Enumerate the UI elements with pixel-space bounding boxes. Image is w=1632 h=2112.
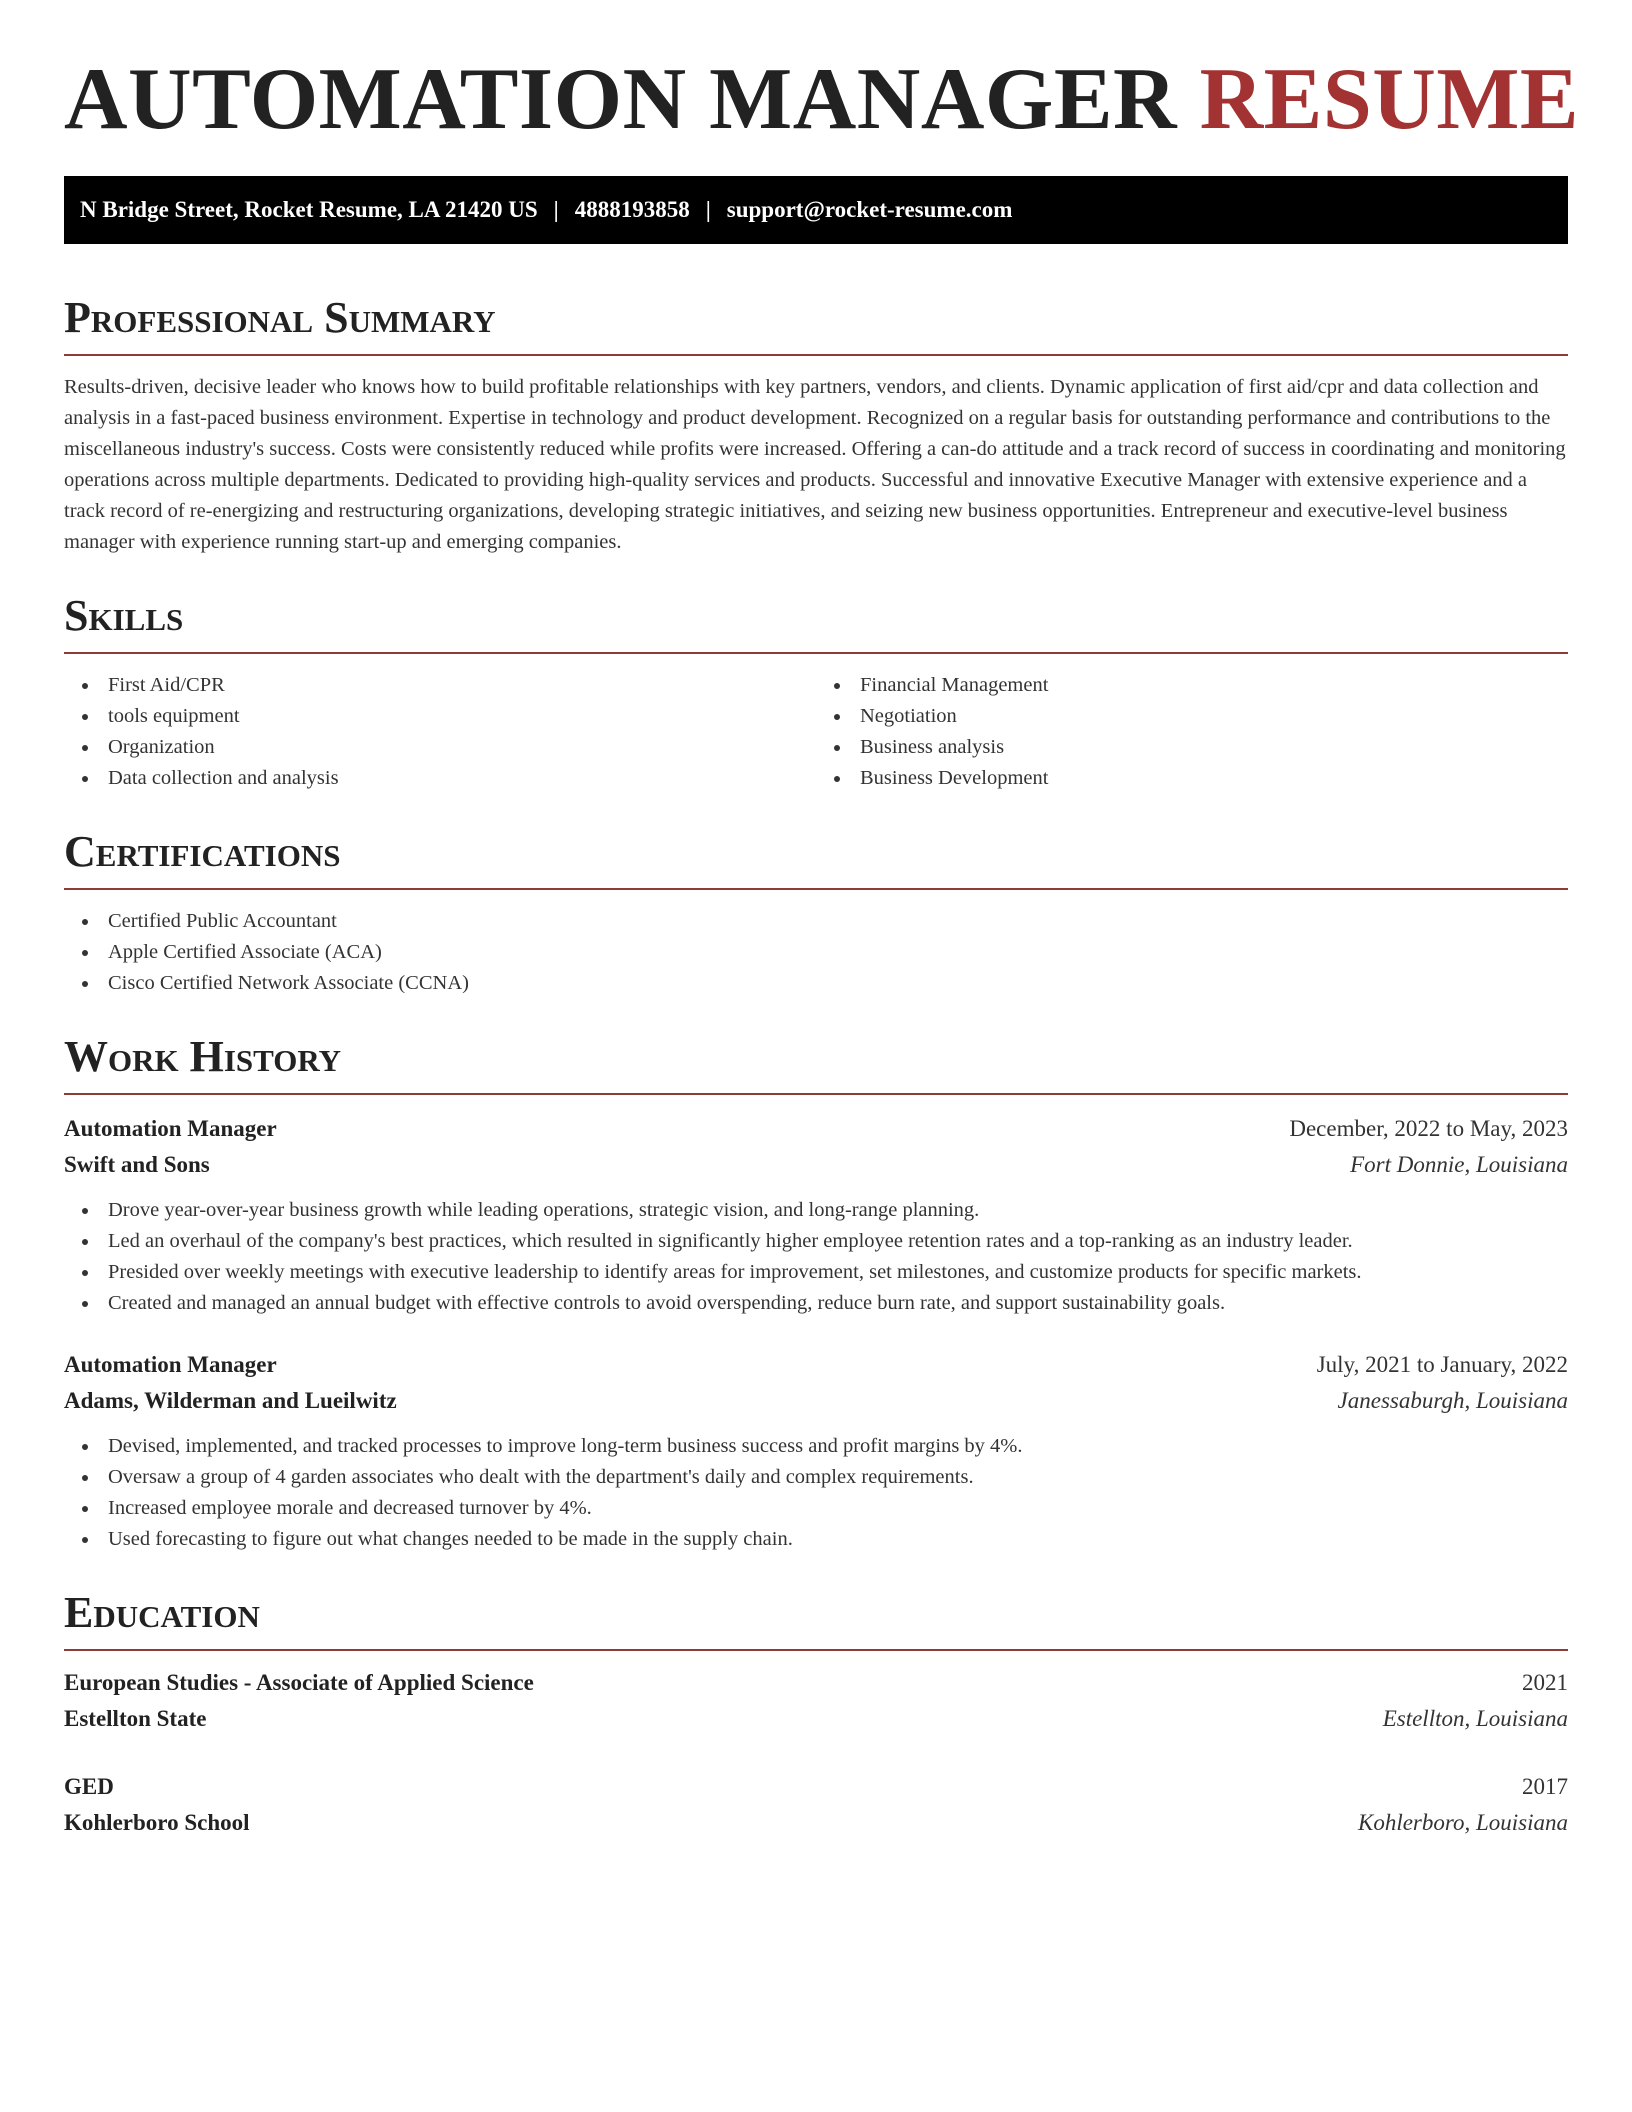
job-entry [64, 1111, 1568, 1319]
contact-phone: 4888193858 [574, 197, 690, 222]
education-degree-row [64, 1769, 1568, 1805]
job-bullet: Drove year-over-year business growth while leading operations, strategic vision, and long-range planning. [64, 1195, 1568, 1226]
skills-list-left [64, 670, 816, 794]
education-location: Estellton, Louisiana [1382, 1706, 1568, 1731]
section-divider [64, 354, 1568, 356]
certifications-section [64, 827, 1568, 999]
skill-item: Business analysis [816, 732, 1568, 763]
job-bullet: Increased employee morale and decreased turnover by 4%. [64, 1493, 1568, 1524]
skill-item: Organization [64, 732, 816, 763]
education-entry [64, 1665, 1568, 1737]
job-bullet: Presided over weekly meetings with executive leadership to identify areas for improvement, set milestones, and customize products for specific markets. [64, 1257, 1568, 1288]
education-school: Estellton State [64, 1706, 207, 1731]
section-heading: Certifications [64, 827, 341, 876]
job-location: Fort Donnie, Louisiana [1350, 1152, 1568, 1177]
skills-section [64, 591, 1568, 794]
education-year: 2021 [1522, 1670, 1568, 1695]
job-company-row [64, 1383, 1568, 1419]
contact-separator: | [553, 197, 559, 222]
job-company: Swift and Sons [64, 1152, 210, 1177]
job-bullet: Led an overhaul of the company's best practices, which resulted in significantly higher employee retention rates and a top-ranking as an industry leader. [64, 1226, 1568, 1257]
section-divider [64, 1093, 1568, 1095]
summary-text: Results-driven, decisive leader who knows how to build profitable relationships with key partners, vendors, and clients. Dynamic application of first aid/cpr and data collection and analysis in a fast-paced business environment. Expertise in technology and product development. Recognized on a regular basis for outstanding performance and contributions to the miscellaneous industry's success. Costs were consistently reduced while profits were increased. Offering a can-do attitude and a track record of success in coordinating and monitoring operations across multiple departments. Dedicated to providing high-quality services and products. Successful and innovative Executive Manager with extensive experience and a track record of re-energizing and restructuring organizations, developing strategic initiatives, and seizing new business opportunities. Entrepreneur and executive-level business manager with experience running start-up and emerging companies. [64, 376, 1566, 553]
title-main: AUTOMATION MANAGER [64, 51, 1178, 148]
education-degree: European Studies - Associate of Applied Science [64, 1670, 534, 1695]
job-header-row [64, 1347, 1568, 1383]
job-header-row [64, 1111, 1568, 1147]
title-accent: RESUME [1199, 51, 1580, 148]
job-title: Automation Manager [64, 1116, 277, 1141]
education-section [64, 1588, 1568, 1841]
job-title: Automation Manager [64, 1352, 277, 1377]
skill-item: First Aid/CPR [64, 670, 816, 701]
contact-separator: | [705, 197, 711, 222]
job-bullet: Devised, implemented, and tracked processes to improve long-term business success and profit margins by 4%. [64, 1431, 1568, 1462]
contact-bar [64, 176, 1568, 244]
skill-item: Data collection and analysis [64, 763, 816, 794]
skills-grid [64, 654, 1568, 794]
certification-item: Cisco Certified Network Associate (CCNA) [64, 968, 1568, 999]
section-divider [64, 1649, 1568, 1651]
contact-email: support@rocket-resume.com [726, 197, 1013, 222]
certification-item: Apple Certified Associate (ACA) [64, 937, 1568, 968]
education-year: 2017 [1522, 1774, 1568, 1799]
education-school-row [64, 1701, 1568, 1737]
education-degree: GED [64, 1774, 114, 1799]
resume-title [64, 51, 1580, 148]
education-location: Kohlerboro, Louisiana [1357, 1810, 1568, 1835]
contact-address: N Bridge Street, Rocket Resume, LA 21420 US [80, 197, 538, 222]
education-entry [64, 1769, 1568, 1841]
summary-section [64, 293, 1568, 558]
skill-item: Negotiation [816, 701, 1568, 732]
job-bullet: Used forecasting to figure out what changes needed to be made in the supply chain. [64, 1524, 1568, 1555]
section-heading: Education [64, 1588, 260, 1637]
job-bullets [64, 1431, 1568, 1555]
work-history-section [64, 1032, 1568, 1555]
skill-item: Financial Management [816, 670, 1568, 701]
job-bullet: Created and managed an annual budget with effective controls to avoid overspending, reduce burn rate, and support sustainability goals. [64, 1288, 1568, 1319]
certifications-list [64, 906, 1568, 999]
section-heading: Work History [64, 1032, 342, 1081]
job-dates: December, 2022 to May, 2023 [1289, 1116, 1568, 1141]
job-company-row [64, 1147, 1568, 1183]
section-heading: Skills [64, 591, 184, 640]
education-school: Kohlerboro School [64, 1810, 250, 1835]
section-divider [64, 888, 1568, 890]
job-bullet: Oversaw a group of 4 garden associates who dealt with the department's daily and complex requirements. [64, 1462, 1568, 1493]
job-company: Adams, Wilderman and Lueilwitz [64, 1388, 397, 1413]
skill-item: tools equipment [64, 701, 816, 732]
education-school-row [64, 1805, 1568, 1841]
certification-item: Certified Public Accountant [64, 906, 1568, 937]
education-degree-row [64, 1665, 1568, 1701]
skills-list-right [816, 670, 1568, 794]
skill-item: Business Development [816, 763, 1568, 794]
job-location: Janessaburgh, Louisiana [1337, 1388, 1568, 1413]
section-heading: Professional Summary [64, 293, 496, 342]
job-entry [64, 1347, 1568, 1555]
job-dates: July, 2021 to January, 2022 [1316, 1352, 1568, 1377]
job-bullets [64, 1195, 1568, 1319]
